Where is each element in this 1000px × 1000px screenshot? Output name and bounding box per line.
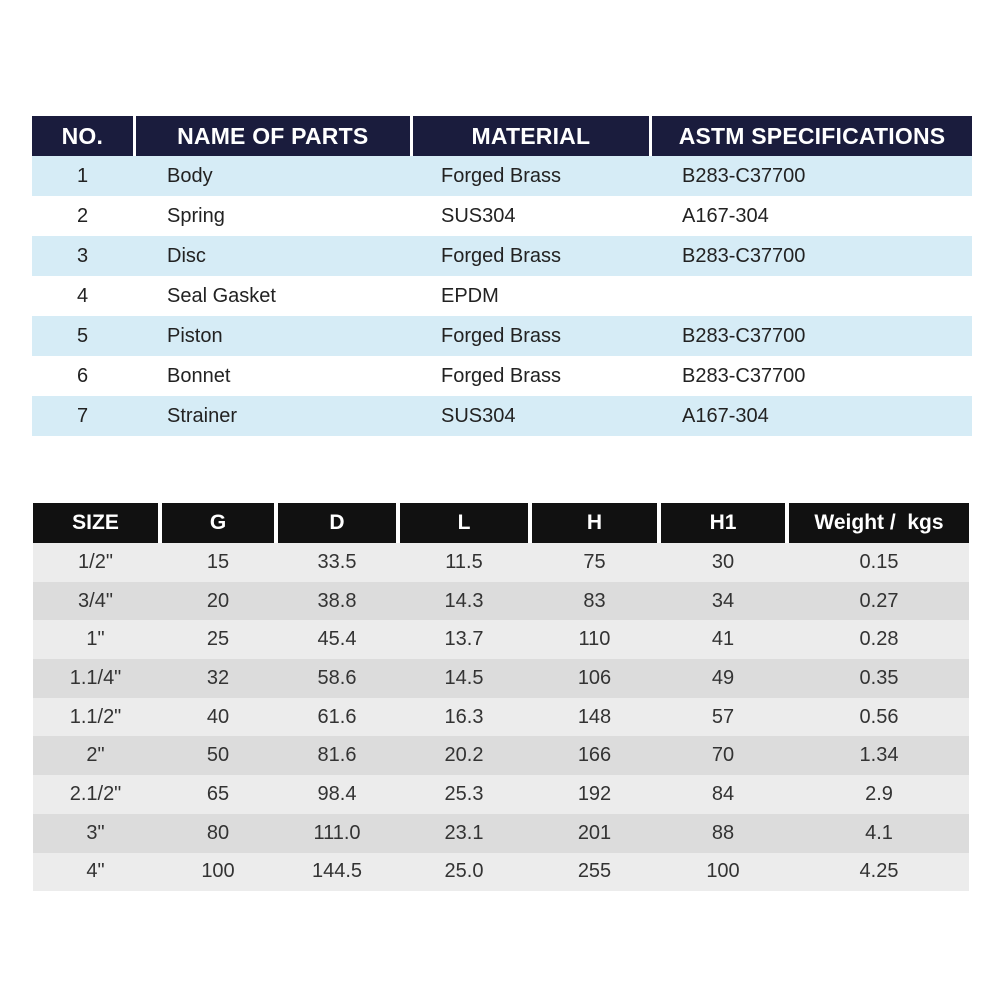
- cell-d: 58.6: [317, 666, 357, 689]
- table-row: [33, 736, 969, 775]
- cell-l: 20.2: [444, 744, 484, 767]
- cell-size: 2": [86, 744, 105, 767]
- cell-weight: 0.28: [859, 628, 899, 651]
- table-row: [32, 276, 972, 316]
- cell-h: 255: [577, 860, 612, 883]
- header-h1: H1: [661, 503, 785, 543]
- header-l: L: [400, 503, 528, 543]
- cell-weight: 0.27: [859, 589, 899, 612]
- part-material: Forged Brass: [441, 244, 562, 267]
- cell-weight: 0.35: [859, 666, 899, 689]
- header-g: G: [162, 503, 274, 543]
- part-spec: A167-304: [682, 404, 769, 427]
- part-material: Forged Brass: [441, 364, 562, 387]
- header-name-of-parts: NAME OF PARTS: [136, 116, 410, 156]
- cell-h1: 100: [706, 860, 740, 883]
- part-spec: B283-C37700: [682, 164, 806, 187]
- cell-l: 23.1: [444, 821, 484, 844]
- cell-h: 83: [583, 589, 606, 612]
- part-name: Strainer: [167, 404, 238, 427]
- parts-table: [32, 116, 972, 436]
- part-name: Body: [167, 164, 213, 187]
- header-d: D: [278, 503, 396, 543]
- cell-l: 14.3: [444, 589, 484, 612]
- table-row: [32, 356, 972, 396]
- part-name: Spring: [167, 204, 225, 227]
- cell-l: 14.5: [444, 666, 484, 689]
- cell-g: 65: [206, 782, 230, 805]
- part-no: 1: [76, 164, 89, 187]
- cell-g: 100: [201, 860, 235, 883]
- cell-h1: 84: [711, 782, 735, 805]
- part-no: 5: [76, 324, 89, 347]
- cell-d: 45.4: [317, 628, 357, 651]
- cell-l: 11.5: [445, 550, 483, 573]
- part-material: EPDM: [441, 284, 499, 307]
- table-row: [32, 156, 972, 196]
- table-row: [33, 853, 969, 892]
- table-row: [33, 582, 969, 621]
- cell-weight: 0.56: [859, 705, 899, 728]
- cell-g: 20: [206, 589, 230, 612]
- header-no: NO.: [32, 116, 133, 156]
- header-weight: Weight / kgs: [789, 503, 969, 543]
- cell-h: 148: [577, 705, 612, 728]
- cell-size: 3/4": [78, 589, 113, 612]
- cell-h1: 30: [711, 550, 735, 573]
- cell-size: 1.1/2": [69, 705, 122, 728]
- part-material: Forged Brass: [441, 164, 562, 187]
- table-row: [33, 620, 969, 659]
- part-no: 7: [76, 404, 89, 427]
- cell-h: 201: [577, 821, 612, 844]
- cell-h1: 49: [711, 666, 735, 689]
- cell-weight: 0.15: [859, 550, 899, 573]
- cell-d: 81.6: [317, 744, 357, 767]
- part-no: 2: [76, 204, 89, 227]
- cell-d: 61.6: [317, 705, 357, 728]
- table-row: [32, 236, 972, 276]
- part-spec: B283-C37700: [682, 244, 806, 267]
- cell-h: 75: [583, 550, 606, 573]
- cell-h: 110: [578, 628, 611, 651]
- cell-size: 1.1/4": [69, 666, 122, 689]
- part-material: SUS304: [441, 204, 516, 227]
- size-table-body: [33, 543, 969, 891]
- header-size: SIZE: [33, 503, 158, 543]
- part-spec: B283-C37700: [682, 324, 806, 347]
- part-spec: A167-304: [682, 204, 769, 227]
- table-row: [32, 396, 972, 436]
- parts-table-body: [32, 156, 972, 436]
- part-name: Seal Gasket: [167, 284, 276, 307]
- part-name: Bonnet: [167, 364, 231, 387]
- cell-h1: 57: [711, 705, 735, 728]
- cell-d: 144.5: [311, 860, 363, 883]
- cell-h: 106: [577, 666, 612, 689]
- header-h: H: [532, 503, 657, 543]
- part-no: 6: [76, 364, 89, 387]
- cell-h1: 70: [711, 744, 735, 767]
- table-row: [33, 659, 969, 698]
- parts-table-header: [32, 116, 972, 156]
- cell-d: 38.8: [317, 589, 357, 612]
- cell-g: 15: [206, 550, 230, 573]
- cell-h1: 41: [711, 628, 735, 651]
- cell-size: 3": [86, 821, 105, 844]
- cell-weight: 2.9: [865, 782, 893, 805]
- cell-h: 192: [577, 782, 612, 805]
- cell-l: 13.7: [444, 628, 484, 651]
- part-name: Piston: [167, 324, 223, 347]
- part-no: 3: [76, 244, 89, 267]
- header-astm-specifications: ASTM SPECIFICATIONS: [652, 116, 972, 156]
- cell-h: 166: [577, 744, 612, 767]
- cell-g: 80: [206, 821, 230, 844]
- table-row: [33, 543, 969, 582]
- cell-g: 25: [206, 628, 230, 651]
- table-row: [32, 316, 972, 356]
- table-row: [33, 814, 969, 853]
- part-no: 4: [76, 284, 89, 307]
- cell-h1: 34: [711, 589, 735, 612]
- cell-size: 2.1/2": [69, 782, 122, 805]
- cell-l: 25.3: [444, 782, 484, 805]
- cell-d: 98.4: [317, 782, 357, 805]
- header-material: MATERIAL: [413, 116, 649, 156]
- cell-weight: 4.25: [859, 860, 899, 883]
- cell-size: 1": [86, 628, 105, 651]
- cell-weight: 1.34: [859, 744, 899, 767]
- cell-weight: 4.1: [865, 821, 893, 844]
- table-row: [33, 775, 969, 814]
- size-table-header: [33, 503, 969, 543]
- cell-g: 32: [206, 666, 230, 689]
- cell-l: 25.0: [444, 860, 484, 883]
- table-row: [33, 698, 969, 737]
- size-table: [33, 503, 969, 891]
- part-material: Forged Brass: [441, 324, 562, 347]
- part-material: SUS304: [441, 404, 516, 427]
- cell-size: 4": [86, 860, 105, 883]
- table-row: [32, 196, 972, 236]
- cell-d: 111.0: [313, 821, 361, 844]
- cell-l: 16.3: [444, 705, 484, 728]
- cell-d: 33.5: [317, 550, 357, 573]
- part-spec: B283-C37700: [682, 364, 806, 387]
- cell-g: 40: [206, 705, 230, 728]
- cell-g: 50: [206, 744, 230, 767]
- cell-size: 1/2": [78, 550, 113, 573]
- cell-h1: 88: [711, 821, 735, 844]
- part-name: Disc: [167, 244, 206, 267]
